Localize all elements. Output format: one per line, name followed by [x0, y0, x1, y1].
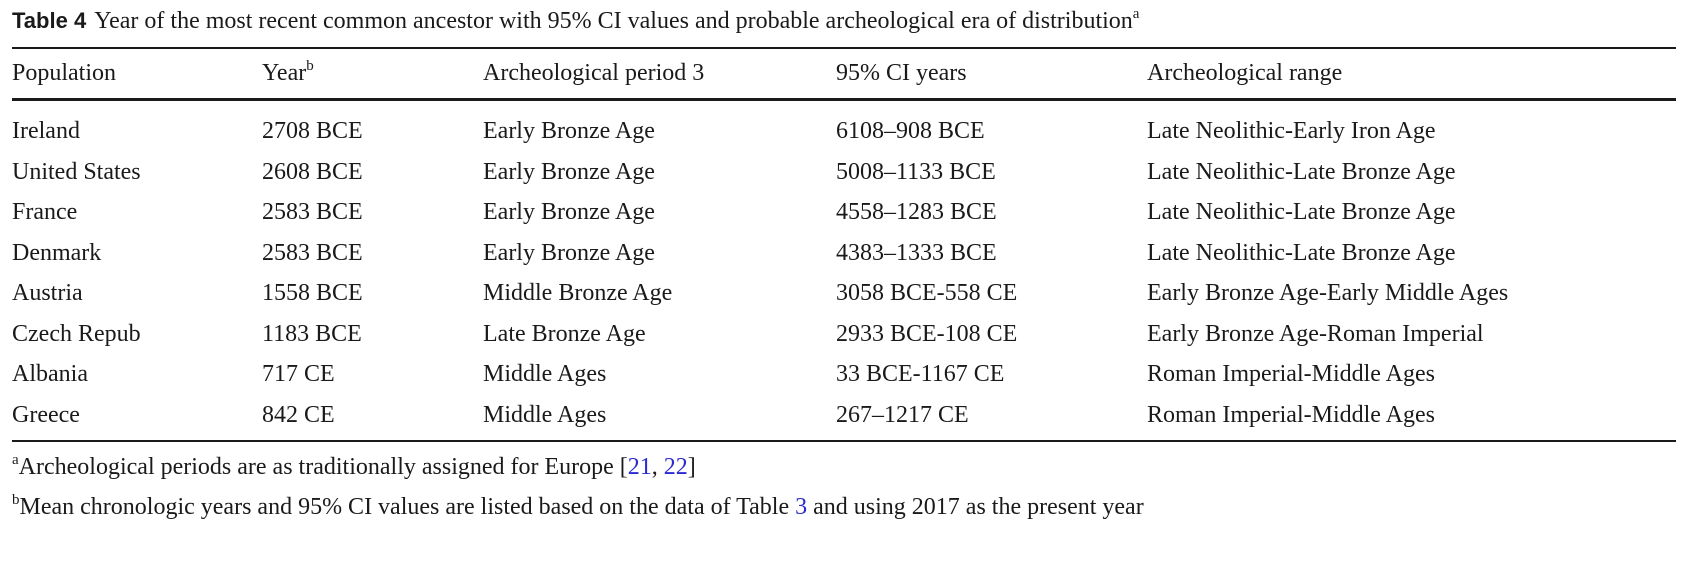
caption-footnote-mark: a — [1132, 6, 1140, 22]
footnote-a — [12, 452, 696, 482]
cell-ci: 267–1217 CE — [836, 401, 969, 428]
cell-period: Early Bronze Age — [483, 118, 655, 144]
cell-range: Roman Imperial-Middle Ages — [1147, 361, 1435, 387]
footnote-b — [12, 492, 1144, 522]
table-bottom-rule — [12, 440, 1676, 442]
cell-range: Early Bronze Age-Early Middle Ages — [1147, 280, 1509, 306]
cell-population: Czech Repub — [12, 320, 141, 347]
footnote-a-end: ] — [687, 454, 696, 480]
cell-year: 2583 BCE — [262, 199, 363, 225]
cell-population: United States — [12, 158, 141, 185]
footnote-a-text: Archeological periods are as traditionally assigned for Europe [ — [18, 454, 628, 480]
cell-year: 2608 BCE — [262, 158, 363, 185]
footnote-b-end: and using 2017 as the present year — [807, 494, 1144, 520]
cell-year: 717 CE — [262, 361, 335, 387]
header-year: Year$^b$ — [262, 58, 314, 86]
cell-year: 2708 BCE — [262, 118, 363, 144]
header-archeological-period: Archeological period 3 — [483, 60, 705, 86]
table-header-row — [0, 53, 1688, 93]
cell-range: Late Neolithic-Late Bronze Age — [1147, 158, 1456, 185]
cell-ci: 33 BCE-1167 CE — [836, 361, 1005, 387]
table-row — [0, 233, 1688, 273]
header-year-footnote-mark: b — [306, 58, 314, 74]
table-link-3[interactable]: 3 — [795, 494, 808, 520]
cell-period: Middle Ages — [483, 401, 607, 428]
footnote-a-mark: a — [12, 452, 19, 468]
caption-text: Year of the most recent common ancestor with 95% CI values and probable archeological era of distribution — [94, 8, 1133, 34]
cell-population: Austria — [12, 280, 83, 306]
cell-range: Roman Imperial-Middle Ages — [1147, 401, 1435, 428]
table-row — [0, 192, 1688, 232]
cell-population: Albania — [12, 361, 88, 387]
cell-period: Early Bronze Age — [483, 239, 655, 266]
cell-range: Early Bronze Age-Roman Imperial — [1147, 320, 1484, 347]
table-row — [0, 273, 1688, 313]
table-row — [0, 111, 1688, 151]
footnote-b-text: Mean chronologic years and 95% CI values are listed based on the data of Table — [19, 494, 796, 520]
cell-ci: 4383–1333 BCE — [836, 239, 997, 266]
table-label: Table 4 — [12, 8, 87, 33]
cell-population: Greece — [12, 401, 80, 428]
cell-year: 2583 BCE — [262, 239, 363, 266]
table-row — [0, 354, 1688, 394]
table-row — [0, 314, 1688, 354]
cell-period: Middle Ages — [483, 361, 607, 387]
cell-year: 1558 BCE — [262, 280, 363, 306]
table-caption — [12, 6, 1672, 36]
cell-population: Ireland — [12, 118, 80, 144]
cell-period: Early Bronze Age — [483, 158, 655, 185]
cell-period: Late Bronze Age — [483, 320, 646, 347]
reference-link-21[interactable]: 21 — [627, 454, 652, 480]
footnote-b-mark: b — [12, 492, 20, 508]
cell-range: Late Neolithic-Late Bronze Age — [1147, 239, 1456, 266]
header-population: Population — [12, 60, 117, 86]
header-ci-years: 95% CI years — [836, 60, 967, 86]
cell-ci: 3058 BCE-558 CE — [836, 280, 1018, 306]
header-archeological-range: Archeological range — [1147, 60, 1343, 86]
table-row — [0, 152, 1688, 192]
cell-range: Late Neolithic-Early Iron Age — [1147, 118, 1436, 144]
cell-population: France — [12, 199, 78, 225]
cell-year: 842 CE — [262, 401, 335, 428]
cell-period: Early Bronze Age — [483, 199, 655, 225]
cell-ci: 2933 BCE-108 CE — [836, 320, 1018, 347]
cell-ci: 5008–1133 BCE — [836, 158, 996, 185]
table-top-rule — [12, 47, 1676, 49]
table-row — [0, 395, 1688, 435]
cell-ci: 4558–1283 BCE — [836, 199, 997, 225]
table-header-rule — [12, 98, 1676, 101]
footnote-a-separator: , — [651, 454, 664, 480]
cell-range: Late Neolithic-Late Bronze Age — [1147, 199, 1456, 225]
cell-ci: 6108–908 BCE — [836, 118, 985, 144]
cell-population: Denmark — [12, 239, 102, 266]
cell-period: Middle Bronze Age — [483, 280, 673, 306]
cell-year: 1183 BCE — [262, 320, 362, 347]
reference-link-22[interactable]: 22 — [663, 454, 688, 480]
